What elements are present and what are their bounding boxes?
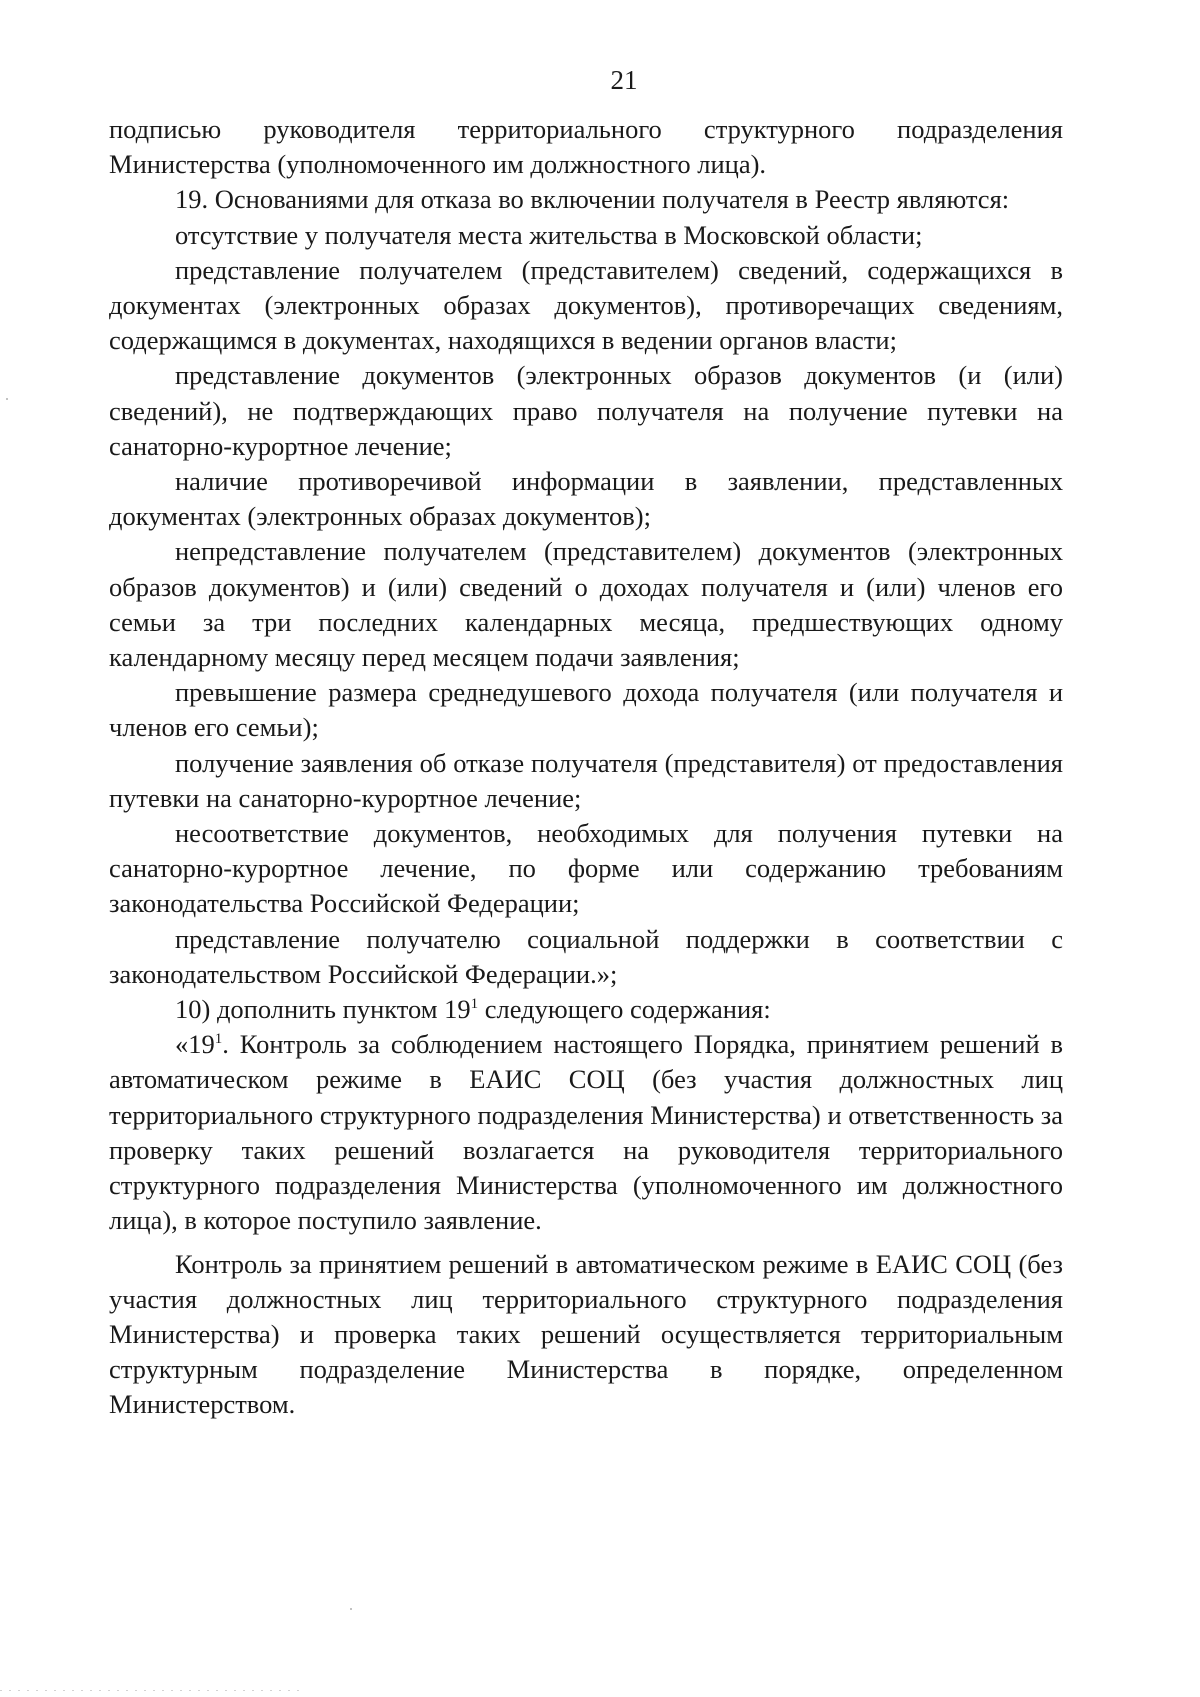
paragraph-item-19-heading: 19. Основаниями для отказа во включении получателя в Реестр являются: xyxy=(175,184,1010,215)
scan-dot xyxy=(6,398,8,400)
paragraph-item-19-1 xyxy=(109,1027,1063,1238)
scan-edge-dots xyxy=(0,1690,300,1691)
paragraph-refusal-ground: превышение размера среднедушевого дохода получателя (или получателя и членов его семьи); xyxy=(109,677,1063,743)
paragraph-refusal-ground: непредставление получателем (представителем) документов (электронных образов документов) и (или) сведений о доходах получателя и (или) членов его семьи за три последних календарных месяца, предшествующих одному календарному месяцу перед месяцем подачи заявления; xyxy=(109,536,1063,673)
paragraph-refusal-ground: наличие противоречивой информации в заявлении, представленных документах (электронных образах документов); xyxy=(109,466,1063,532)
page-number: 21 xyxy=(610,65,638,95)
text-run: следующего содержания: xyxy=(478,994,771,1025)
paragraph-control-clause: Контроль за принятием решений в автоматическом режиме в ЕАИС СОЦ (без участия должностных лиц территориального структурного подразделения Министерства) и проверка таких решений осуществляется территориальным структурным подразделение Министерства в порядке, определенном Министерством. xyxy=(109,1248,1063,1420)
text-run: 10) дополнить пунктом 19 xyxy=(175,994,471,1025)
paragraph-refusal-ground: несоответствие документов, необходимых для получения путевки на санаторно-курортное лечение, по форме или содержанию требованиям законодательства Российской Федерации; xyxy=(109,818,1063,919)
text-run: . Контроль за соблюдением настоящего Порядка, принятием решений в автоматическом режиме в ЕАИС СОЦ (без участия должностных лиц территориального структурного подразделения Министерства) и ответственность за проверку таких решений возлагается на руководителя территориального структурного подразделения Министерства (уполномоченного им должностного лица), в которое поступило заявление. xyxy=(109,1029,1063,1236)
paragraph-refusal-ground: отсутствие у получателя места жительства в Московской области; xyxy=(175,219,923,250)
superscript: 1 xyxy=(470,996,479,1013)
document-body xyxy=(109,112,1063,1423)
paragraph-amendment-10 xyxy=(109,992,1063,1027)
superscript: 1 xyxy=(214,1031,223,1048)
paragraph-refusal-ground: получение заявления об отказе получателя (представителя) от предоставления путевки на санаторно-курортное лечение; xyxy=(109,747,1063,813)
scan-dot xyxy=(350,1608,352,1610)
paragraph-refusal-ground: представление документов (электронных образов документов (и (или) сведений), не подтверждающих право получателя на получение путевки на санаторно-курортное лечение; xyxy=(109,360,1063,461)
text-run: «19 xyxy=(175,1029,215,1060)
paragraph-refusal-ground: представление получателем (представителем) сведений, содержащихся в документах (электронных образах документов), противоречащих сведениям, содержащимся в документах, находящихся в ведении органов власти; xyxy=(109,254,1063,356)
paragraph-refusal-ground: представление получателю социальной поддержки в соответствии с законодательством Российской Федерации.»; xyxy=(109,923,1063,989)
paragraph-continuation: подписью руководителя территориального структурного подразделения Министерства (уполномоченного им должностного лица). xyxy=(109,114,1063,180)
